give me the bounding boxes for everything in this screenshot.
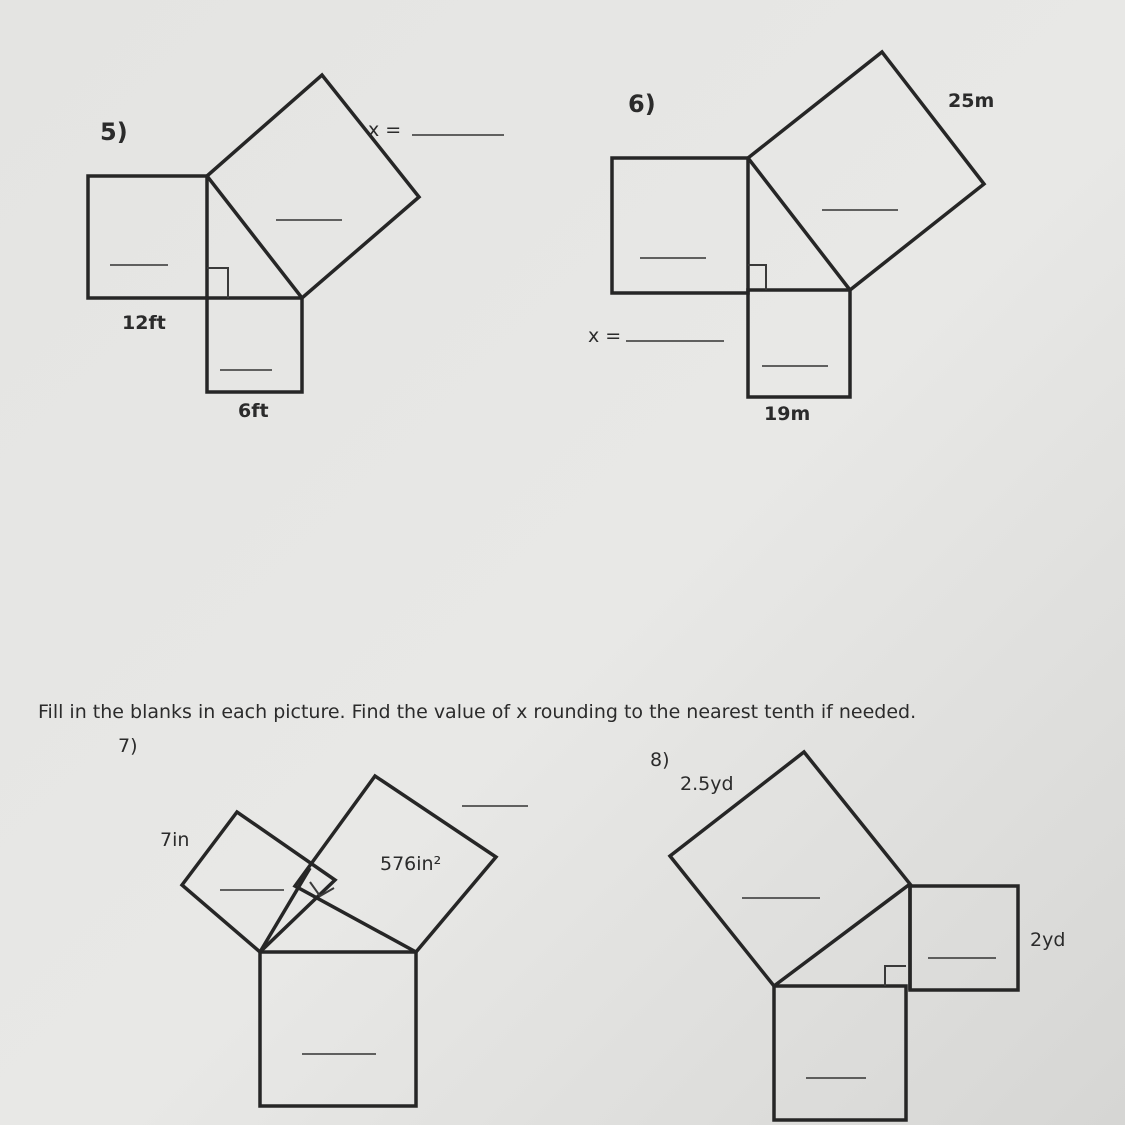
problem-8-label-hypotenuse: 2.5yd [680,773,734,795]
instructions-text: Fill in the blanks in each picture. Find the value of x rounding to the nearest tenth if needed. [38,701,917,723]
problem-7-number: 7) [118,735,138,757]
problem-6-label-hypotenuse: 25m [948,90,995,112]
problem-8-number: 8) [650,749,670,771]
problem-5-x-prompt: x = [368,119,402,141]
problem-5-number: 5) [100,118,128,146]
problem-6-x-prompt: x = [588,325,622,347]
problem-7-label-leg-a: 7in [160,829,190,851]
problem-7-label-area-hypotenuse: 576in² [380,853,442,875]
problem-5-label-leg-b: 6ft [238,400,269,422]
problem-5-label-leg-a: 12ft [122,312,166,334]
problem-8-label-leg-a: 2yd [1030,929,1066,951]
problem-6-label-leg-b: 19m [764,403,811,425]
problem-6-number: 6) [628,90,656,118]
